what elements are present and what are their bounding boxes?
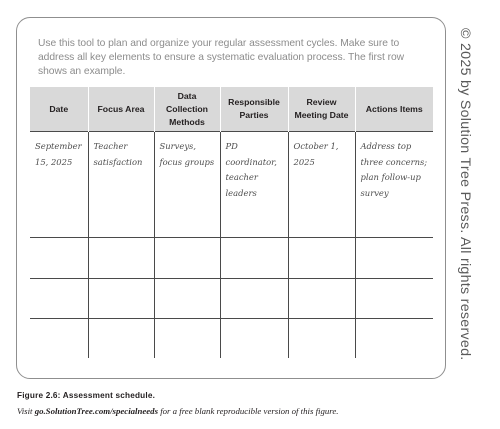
cell-review-meeting-date: [288, 238, 355, 279]
cell-focus-area: Teacher satisfaction: [88, 132, 154, 238]
header-focus-area: Focus Area: [88, 87, 154, 132]
cell-data-collection-methods: [154, 238, 220, 279]
assessment-schedule-table: [30, 87, 433, 358]
reproducible-link[interactable]: go.SolutionTree.com/specialneeds: [34, 406, 158, 416]
cell-focus-area: [88, 238, 154, 279]
visit-prefix: Visit: [17, 406, 35, 416]
cell-actions-items: [355, 319, 433, 359]
header-responsible-parties: Responsible Parties: [220, 87, 288, 132]
cell-date: [30, 238, 88, 279]
cell-focus-area: [88, 319, 154, 359]
cell-review-meeting-date: October 1, 2025: [288, 132, 355, 238]
cell-actions-items: [355, 238, 433, 279]
cell-date: [30, 319, 88, 359]
cell-actions-items: Address top three concerns; plan follow-up survey: [355, 132, 433, 238]
table-row: [30, 132, 433, 238]
header-review-meeting-date: Review Meeting Date: [288, 87, 355, 132]
cell-actions-items: [355, 279, 433, 319]
table-header-row: [30, 87, 433, 132]
header-data-collection-methods: Data Collection Methods: [154, 87, 220, 132]
intro-text: Use this tool to plan and organize your regular assessment cycles. Make sure to address all key elements to ensure a systematic evaluation process. The first row shows an example.: [38, 38, 405, 77]
cell-data-collection-methods: [154, 319, 220, 359]
cell-responsible-parties: [220, 319, 288, 359]
cell-review-meeting-date: [288, 279, 355, 319]
cell-review-meeting-date: [288, 319, 355, 359]
table-row: [30, 279, 433, 319]
table-row: [30, 238, 433, 279]
cell-focus-area: [88, 279, 154, 319]
cell-data-collection-methods: Surveys, focus groups: [154, 132, 220, 238]
cell-responsible-parties: [220, 238, 288, 279]
cell-responsible-parties: [220, 279, 288, 319]
figure-caption: Figure 2.6: Assessment schedule.: [17, 391, 156, 400]
copyright-notice: © 2025 by Solution Tree Press. All rights reserved.: [457, 28, 473, 361]
header-actions-items: Actions Items: [355, 87, 433, 132]
cell-date: [30, 279, 88, 319]
header-date: Date: [30, 87, 88, 132]
cell-data-collection-methods: [154, 279, 220, 319]
visit-suffix: for a free blank reproducible version of this figure.: [158, 406, 339, 416]
cell-date: September 15, 2025: [30, 132, 88, 238]
cell-responsible-parties: PD coordinator, teacher leaders: [220, 132, 288, 238]
reproducible-note: [17, 406, 338, 416]
table-row: [30, 319, 433, 359]
